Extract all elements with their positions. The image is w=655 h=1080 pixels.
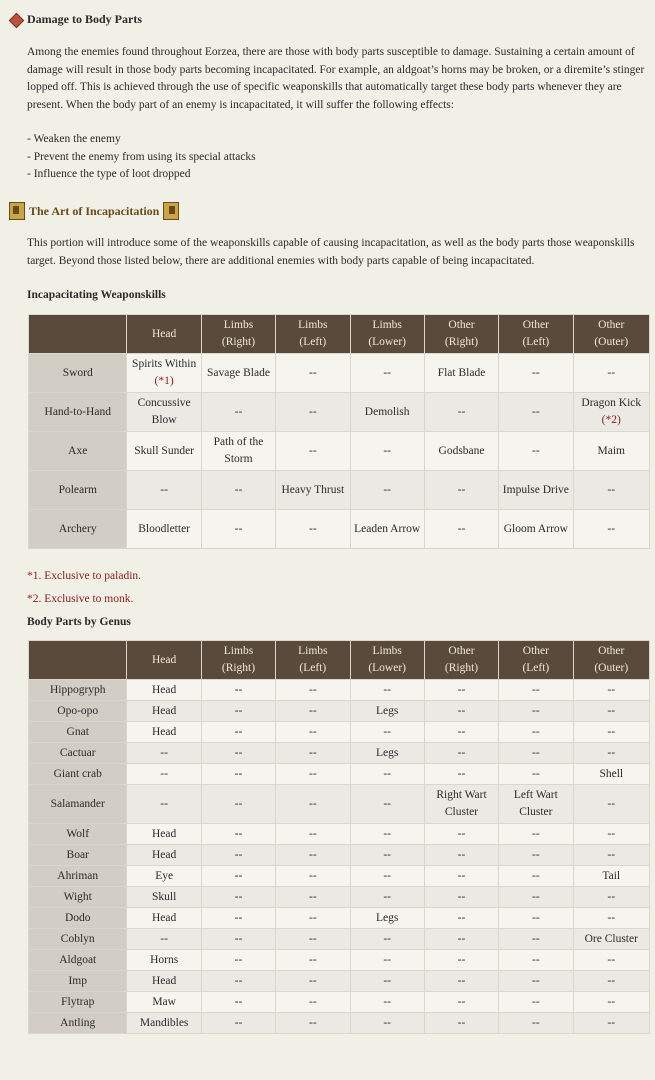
art-paragraph: This portion will introduce some of the weaponskills capable of causing incapacitation, as well as the body parts those weaponskills target. Beyond those listed below, there are additional enemies with body parts capable of being incapacitated. <box>27 237 635 267</box>
table-cell: Right Wart Cluster <box>424 785 498 824</box>
diamond-bullet-icon <box>10 14 22 26</box>
table-cell: Skull <box>127 887 201 908</box>
table-cell: -- <box>350 845 424 866</box>
table-cell: Maim <box>573 432 649 471</box>
table-row <box>29 908 650 929</box>
row-header-cell: Ahriman <box>29 866 127 887</box>
table-cell: -- <box>350 971 424 992</box>
table-cell: -- <box>201 680 275 701</box>
table-cell: -- <box>350 764 424 785</box>
table-cell: -- <box>276 908 350 929</box>
row-header-cell: Flytrap <box>29 992 127 1013</box>
table-cell: -- <box>276 824 350 845</box>
table-cell: -- <box>201 1013 275 1034</box>
column-header: Limbs (Lower) <box>350 641 424 680</box>
table-cell: Head <box>127 722 201 743</box>
table-cell: -- <box>201 866 275 887</box>
table-cell: -- <box>573 845 649 866</box>
footnote-marker: (*2) <box>601 414 621 426</box>
table-cell: -- <box>499 950 573 971</box>
table-cell: -- <box>350 824 424 845</box>
table-row <box>29 743 650 764</box>
table-cell: -- <box>499 764 573 785</box>
section-title: The Art of Incapacitation <box>29 203 160 218</box>
table-cell: -- <box>276 354 350 393</box>
table-cell: -- <box>573 680 649 701</box>
intro-paragraph: Among the enemies found throughout Eorzea, there are those with body parts susceptible to damage. Sustaining a certain amount of damage will result in those body parts becoming incapacitated. For example, an aldgoat’s horns may be broken, or a diremite’s stinger lopped off. This is achieved through the use of specific weaponskills that automatically target these body parts whenever they are present. When the body part of an enemy is incapacitated, it will suffer the following effects: <box>27 46 645 111</box>
column-header <box>29 315 127 354</box>
footnote-marker: (*1) <box>154 375 174 387</box>
column-header: Limbs (Lower) <box>350 315 424 354</box>
table-cell: -- <box>201 950 275 971</box>
table-cell: Head <box>127 971 201 992</box>
table-row <box>29 950 650 971</box>
column-header: Other (Right) <box>424 641 498 680</box>
row-header-cell: Axe <box>29 432 127 471</box>
table-cell: -- <box>499 866 573 887</box>
table-cell: -- <box>276 887 350 908</box>
table-title: Body Parts by Genus <box>27 616 131 628</box>
row-header-cell: Polearm <box>29 471 127 510</box>
column-header: Other (Left) <box>499 641 573 680</box>
table-cell: -- <box>499 971 573 992</box>
column-header <box>29 641 127 680</box>
table-row <box>29 785 650 824</box>
column-header: Head <box>127 641 201 680</box>
table-cell: -- <box>276 971 350 992</box>
column-header: Other (Right) <box>424 315 498 354</box>
table-cell: -- <box>350 354 424 393</box>
table-cell: Maw <box>127 992 201 1013</box>
table-cell: -- <box>573 722 649 743</box>
table-cell: -- <box>424 908 498 929</box>
table-cell: -- <box>127 743 201 764</box>
table-cell: -- <box>499 680 573 701</box>
table-cell: Path of the Storm <box>201 432 275 471</box>
table-row <box>29 866 650 887</box>
table-cell: Godsbane <box>424 432 498 471</box>
table-row <box>29 971 650 992</box>
table-cell: Legs <box>350 908 424 929</box>
column-header: Other (Outer) <box>573 641 649 680</box>
table-row <box>29 680 650 701</box>
table-row <box>29 887 650 908</box>
row-header-cell: Sword <box>29 354 127 393</box>
footnote: *1. Exclusive to paladin. <box>27 570 142 582</box>
table-cell: -- <box>499 432 573 471</box>
table-cell: -- <box>573 701 649 722</box>
row-header-cell: Opo-opo <box>29 701 127 722</box>
row-header-cell: Cactuar <box>29 743 127 764</box>
footnote: *2. Exclusive to monk. <box>27 593 134 605</box>
table-row <box>29 992 650 1013</box>
column-header: Other (Outer) <box>573 315 649 354</box>
table-cell: -- <box>201 743 275 764</box>
table-cell: -- <box>424 887 498 908</box>
column-header: Head <box>127 315 201 354</box>
table-cell: Legs <box>350 701 424 722</box>
table-cell: -- <box>424 764 498 785</box>
table-cell: -- <box>350 929 424 950</box>
table-row <box>29 393 650 432</box>
table-cell: -- <box>424 471 498 510</box>
table-row <box>29 722 650 743</box>
table-cell: -- <box>350 432 424 471</box>
table-cell: -- <box>424 701 498 722</box>
table-cell: -- <box>499 845 573 866</box>
table-cell: -- <box>424 743 498 764</box>
table-cell: Head <box>127 908 201 929</box>
table-cell: Eye <box>127 866 201 887</box>
table-cell: -- <box>276 393 350 432</box>
table-cell: -- <box>201 764 275 785</box>
table-cell: Mandibles <box>127 1013 201 1034</box>
section-title: Damage to Body Parts <box>27 12 142 26</box>
table-row <box>29 432 650 471</box>
table-row <box>29 929 650 950</box>
table-cell: -- <box>201 393 275 432</box>
table-cell: -- <box>499 701 573 722</box>
table-cell: -- <box>127 785 201 824</box>
table-cell: -- <box>276 845 350 866</box>
section-heading-damage <box>10 12 142 27</box>
table-cell: -- <box>276 866 350 887</box>
table-cell: -- <box>350 866 424 887</box>
table-cell: -- <box>201 929 275 950</box>
table-cell: -- <box>573 950 649 971</box>
table-cell: -- <box>499 722 573 743</box>
table-cell: Leaden Arrow <box>350 510 424 549</box>
row-header-cell: Boar <box>29 845 127 866</box>
table-cell: -- <box>350 887 424 908</box>
list-item: - Prevent the enemy from using its special attacks <box>27 150 256 163</box>
column-header: Other (Left) <box>499 315 573 354</box>
table-cell: -- <box>127 764 201 785</box>
list-item: - Influence the type of loot dropped <box>27 168 191 180</box>
table-row <box>29 471 650 510</box>
scroll-left-icon <box>9 202 25 220</box>
table-row <box>29 764 650 785</box>
row-header-cell: Dodo <box>29 908 127 929</box>
table-cell: Demolish <box>350 393 424 432</box>
effects-list <box>27 131 256 184</box>
table-cell: -- <box>201 887 275 908</box>
table-cell: -- <box>499 824 573 845</box>
table-cell: -- <box>424 824 498 845</box>
row-header-cell: Wight <box>29 887 127 908</box>
table-cell: -- <box>276 680 350 701</box>
table-cell: Skull Sunder <box>127 432 201 471</box>
table-cell: -- <box>276 764 350 785</box>
table-cell: Savage Blade <box>201 354 275 393</box>
table-cell: -- <box>573 785 649 824</box>
table-cell: -- <box>201 824 275 845</box>
column-header: Limbs (Left) <box>276 641 350 680</box>
table-cell: -- <box>573 354 649 393</box>
table-cell: -- <box>350 722 424 743</box>
table-cell: Concussive Blow <box>127 393 201 432</box>
row-header-cell: Gnat <box>29 722 127 743</box>
table-cell: -- <box>573 887 649 908</box>
table-cell: -- <box>276 432 350 471</box>
table-cell: -- <box>573 971 649 992</box>
table-row <box>29 701 650 722</box>
table-cell: -- <box>201 845 275 866</box>
list-item: - Weaken the enemy <box>27 133 121 145</box>
table-cell: -- <box>201 785 275 824</box>
column-header: Limbs (Right) <box>201 315 275 354</box>
table-cell: -- <box>276 992 350 1013</box>
table-cell: -- <box>424 722 498 743</box>
row-header-cell: Hand-to-Hand <box>29 393 127 432</box>
section-heading-art <box>9 202 179 220</box>
table-cell: -- <box>424 845 498 866</box>
row-header-cell: Aldgoat <box>29 950 127 971</box>
table-cell: Ore Cluster <box>573 929 649 950</box>
table-cell: -- <box>424 393 498 432</box>
table-cell: -- <box>201 992 275 1013</box>
table-cell: -- <box>276 743 350 764</box>
table-cell: -- <box>127 929 201 950</box>
table-row <box>29 845 650 866</box>
table-cell: -- <box>573 824 649 845</box>
table-cell: -- <box>350 992 424 1013</box>
table-cell: -- <box>424 1013 498 1034</box>
table-cell: Legs <box>350 743 424 764</box>
table-cell: Head <box>127 824 201 845</box>
table-cell: -- <box>424 992 498 1013</box>
table-row <box>29 1013 650 1034</box>
table-cell: -- <box>276 929 350 950</box>
table-cell: Heavy Thrust <box>276 471 350 510</box>
table-cell: -- <box>276 785 350 824</box>
table-cell: -- <box>201 908 275 929</box>
table-cell: -- <box>350 1013 424 1034</box>
table-cell: -- <box>201 471 275 510</box>
table-cell: Dragon Kick (*2) <box>573 393 649 432</box>
table-cell: Left Wart Cluster <box>499 785 573 824</box>
table-cell: -- <box>573 992 649 1013</box>
table-cell: -- <box>573 1013 649 1034</box>
table-cell: -- <box>201 510 275 549</box>
row-header-cell: Antling <box>29 1013 127 1034</box>
table-cell: -- <box>350 785 424 824</box>
table-cell: Head <box>127 845 201 866</box>
table-row <box>29 354 650 393</box>
table-cell: -- <box>201 701 275 722</box>
table-cell: -- <box>573 908 649 929</box>
table-cell: Tail <box>573 866 649 887</box>
table-cell: -- <box>499 929 573 950</box>
row-header-cell: Hippogryph <box>29 680 127 701</box>
table-cell: -- <box>573 471 649 510</box>
table-cell: Gloom Arrow <box>499 510 573 549</box>
row-header-cell: Giant crab <box>29 764 127 785</box>
table-row <box>29 510 650 549</box>
table-cell: -- <box>350 680 424 701</box>
table-cell: -- <box>573 743 649 764</box>
table-cell: -- <box>276 1013 350 1034</box>
table-cell: -- <box>424 510 498 549</box>
table-cell: -- <box>276 701 350 722</box>
table-cell: Horns <box>127 950 201 971</box>
table-cell: -- <box>499 393 573 432</box>
table-cell: -- <box>424 950 498 971</box>
table-cell: -- <box>276 950 350 971</box>
table-cell: -- <box>424 971 498 992</box>
table-cell: -- <box>350 950 424 971</box>
table-cell: -- <box>499 992 573 1013</box>
table-cell: Bloodletter <box>127 510 201 549</box>
column-header: Limbs (Left) <box>276 315 350 354</box>
table-cell: -- <box>276 510 350 549</box>
table-cell: Flat Blade <box>424 354 498 393</box>
table-cell: -- <box>424 866 498 887</box>
table-cell: Impulse Drive <box>499 471 573 510</box>
table-cell: -- <box>499 887 573 908</box>
table-cell: Shell <box>573 764 649 785</box>
row-header-cell: Imp <box>29 971 127 992</box>
table-cell: -- <box>573 510 649 549</box>
row-header-cell: Coblyn <box>29 929 127 950</box>
table-cell: -- <box>276 722 350 743</box>
table-cell: -- <box>127 471 201 510</box>
table-cell: -- <box>499 908 573 929</box>
row-header-cell: Salamander <box>29 785 127 824</box>
body-parts-table <box>28 640 650 1034</box>
table-cell: -- <box>201 722 275 743</box>
scroll-right-icon <box>163 202 179 220</box>
table-cell: -- <box>424 680 498 701</box>
table-cell: -- <box>350 471 424 510</box>
table-title: Incapacitating Weaponskills <box>27 289 166 301</box>
table-cell: -- <box>499 1013 573 1034</box>
table-cell: -- <box>499 743 573 764</box>
weaponskills-table <box>28 314 650 549</box>
row-header-cell: Archery <box>29 510 127 549</box>
table-row <box>29 824 650 845</box>
column-header: Limbs (Right) <box>201 641 275 680</box>
table-cell: Spirits Within (*1) <box>127 354 201 393</box>
table-cell: -- <box>201 971 275 992</box>
table-cell: -- <box>499 354 573 393</box>
table-cell: -- <box>424 929 498 950</box>
table-cell: Head <box>127 701 201 722</box>
row-header-cell: Wolf <box>29 824 127 845</box>
table-cell: Head <box>127 680 201 701</box>
